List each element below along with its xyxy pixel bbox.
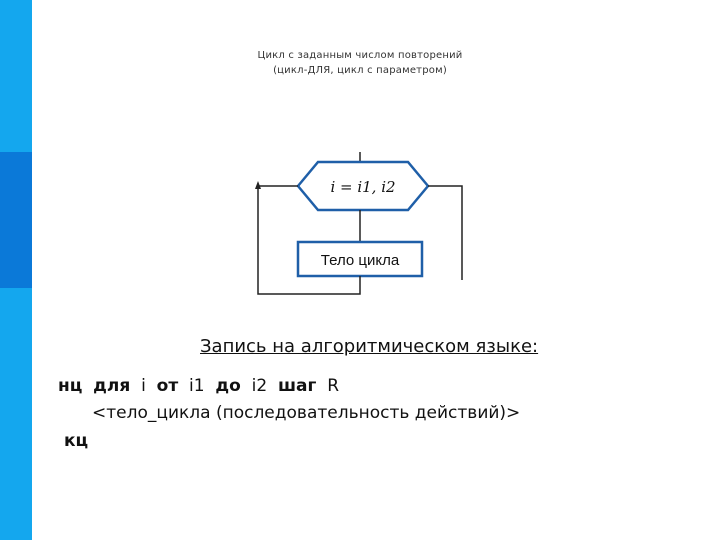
- flow-line-exit: [428, 186, 462, 280]
- code-line-header: [58, 376, 339, 396]
- keyword-from: от: [156, 376, 179, 396]
- code-line-body: <тело_цикла (последовательность действий)>: [92, 403, 521, 423]
- keyword-for: для: [93, 376, 131, 396]
- loop-start: i1: [189, 376, 205, 396]
- algorithmic-heading: Запись на алгоритмическом языке:: [200, 336, 539, 357]
- code-line-end: кц: [64, 431, 89, 451]
- loop-step: R: [327, 376, 339, 396]
- loop-variable: i: [141, 376, 146, 396]
- loop-body-label: Тело цикла: [320, 252, 400, 269]
- loop-header-label: i = i1, i2: [330, 178, 396, 196]
- loop-end: i2: [251, 376, 268, 396]
- keyword-nc: нц: [58, 376, 83, 396]
- slide-title-line1: Цикл с заданным числом повторений: [257, 50, 463, 61]
- keyword-step: шаг: [277, 376, 317, 396]
- return-arrow-head: [255, 181, 261, 189]
- keyword-to: до: [215, 376, 241, 396]
- slide-title-line2: (цикл-ДЛЯ, цикл с параметром): [273, 65, 447, 76]
